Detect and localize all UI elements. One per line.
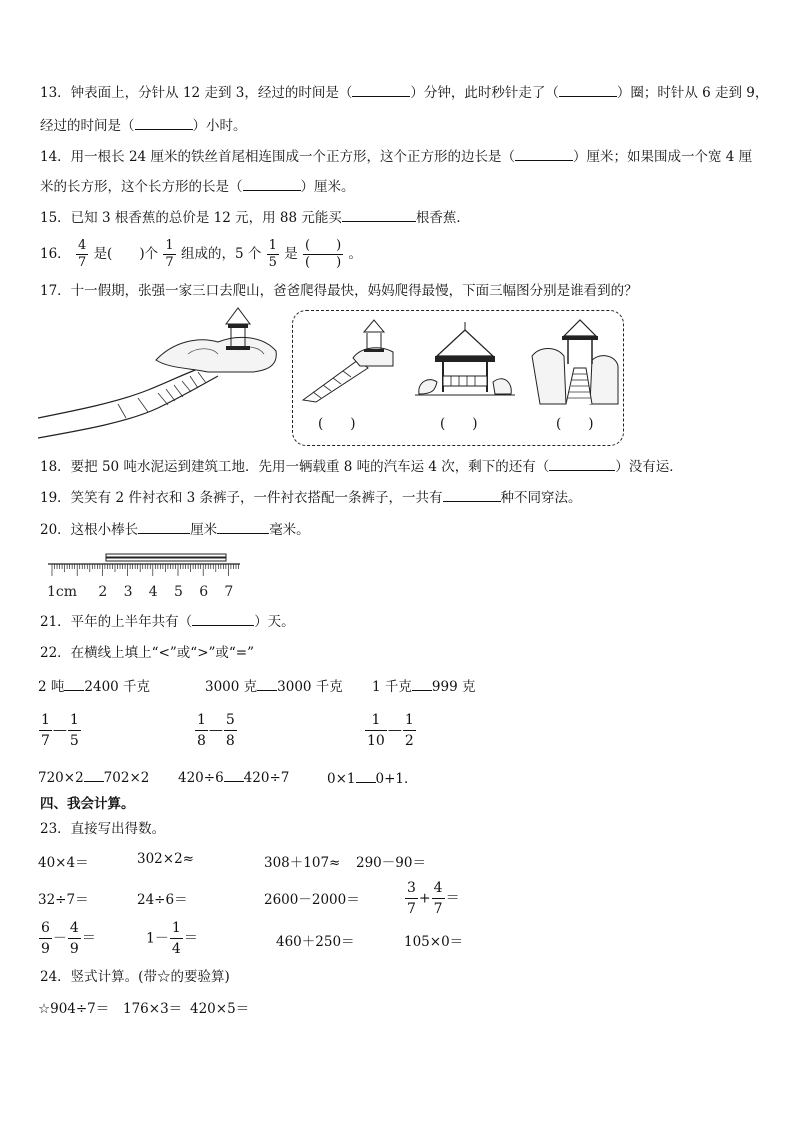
answer-blank[interactable] bbox=[342, 207, 416, 222]
compare-fraction-item bbox=[194, 710, 238, 751]
answer-blank[interactable] bbox=[549, 456, 615, 471]
q13-line2: 经过的时间是（ ）小时。 bbox=[40, 115, 247, 136]
fraction-blank[interactable]: $\frac{( )}{( )}$ bbox=[305, 238, 342, 270]
fraction: $\frac{1}{2}$ bbox=[404, 712, 414, 749]
calc-item[interactable]: 105×0＝ bbox=[404, 934, 464, 950]
answer-blank[interactable] bbox=[443, 487, 501, 502]
answer-blank[interactable] bbox=[243, 176, 301, 191]
view-1-illustration bbox=[298, 318, 398, 403]
calc-fraction-item[interactable]: $\frac{3}{7}$ + $\frac{4}{7}$ ＝ bbox=[407, 880, 460, 917]
answer-blank[interactable] bbox=[515, 146, 573, 161]
view-3-illustration bbox=[530, 316, 620, 406]
calc-item[interactable]: 460＋250＝ bbox=[276, 934, 355, 950]
q14-line2: 米的长方形，这个长方形的长是（ ）厘米。 bbox=[40, 176, 355, 197]
ruler-label: 4 bbox=[148, 584, 158, 600]
compare-item: 720×2 702×2 bbox=[38, 767, 149, 786]
ruler-label: 1cm bbox=[47, 584, 78, 600]
compare-item: 2 吨 2400 千克 bbox=[38, 675, 150, 695]
q21: 21．平年的上半年共有（ ）天。 bbox=[40, 611, 295, 632]
q20: 20．这根小棒长 厘米 毫米。 bbox=[40, 519, 310, 540]
answer-blank[interactable] bbox=[192, 611, 254, 626]
fraction: $\frac{1}{10}$ bbox=[367, 712, 385, 749]
fraction: $\frac{1}{8}$ bbox=[197, 712, 206, 749]
compare-item: 1 千克 999 克 bbox=[372, 675, 475, 695]
ruler-illustration bbox=[46, 552, 242, 602]
answer-blank[interactable] bbox=[138, 519, 190, 534]
compare-blank[interactable] bbox=[257, 676, 277, 691]
calc-item[interactable]: 302×2≈ bbox=[137, 851, 194, 867]
fraction: $\frac{6}{9}$ bbox=[41, 920, 50, 957]
calc-item[interactable]: 24÷6＝ bbox=[137, 892, 188, 908]
fraction: $\frac{4}{7}$ bbox=[77, 238, 87, 270]
compare-blank[interactable] bbox=[412, 676, 432, 691]
compare-item: 0×1 0+1． bbox=[327, 767, 418, 787]
fraction: $\frac{1}{7}$ bbox=[165, 238, 174, 270]
compare-item: 420÷6 420÷7 bbox=[178, 767, 289, 786]
fraction: $\frac{3}{7}$ bbox=[407, 880, 416, 917]
calc-item[interactable]: 40×4＝ bbox=[38, 855, 89, 871]
compare-blank[interactable] bbox=[84, 767, 104, 782]
fraction: $\frac{4}{9}$ bbox=[69, 920, 79, 957]
q16: 16． $\frac{4}{7}$ 是( )个 $\frac{1}{7}$ 组成的，5 个 $\frac{1}{5}$ 是 $\frac{( )}{( )}$ 。 bbox=[40, 238, 362, 270]
compare-item: 3000 克 3000 千克 bbox=[205, 675, 343, 695]
fraction: $\frac{1}{5}$ bbox=[69, 712, 79, 749]
ruler-label: 6 bbox=[199, 584, 209, 600]
q17-answer-blank-3[interactable]: ( ) bbox=[556, 416, 594, 432]
ruler-label: 5 bbox=[174, 584, 183, 600]
fraction: $\frac{4}{7}$ bbox=[433, 880, 443, 917]
calc-fraction-item[interactable]: 1－ $\frac{1}{4}$ ＝ bbox=[146, 920, 198, 957]
answer-blank[interactable] bbox=[135, 115, 193, 130]
q15: 15．已知 3 根香蕉的总价是 12 元，用 88 元能买 根香蕉． bbox=[40, 207, 470, 228]
compare-fraction-item bbox=[364, 710, 417, 751]
compare-blank[interactable]: — bbox=[52, 722, 67, 739]
fraction: $\frac{1}{4}$ bbox=[171, 920, 181, 957]
q14-line1: 14．用一根长 24 厘米的铁丝首尾相连围成一个正方形，这个正方形的边长是（ ）厘米；如果围成一个宽 4 厘 bbox=[40, 146, 752, 167]
mountain-path-illustration bbox=[38, 306, 283, 446]
q19: 19．笑笑有 2 件衬衣和 3 条裤子，一件衬衣搭配一条裤子，一共有 种不同穿法。 bbox=[40, 487, 582, 508]
q18: 18．要把 50 吨水泥运到建筑工地．先用一辆载重 8 吨的汽车运 4 次，剩下的还有（ ）没有运． bbox=[40, 456, 683, 477]
fraction: $\frac{1}{7}$ bbox=[41, 712, 50, 749]
answer-blank[interactable] bbox=[559, 82, 617, 97]
q17: 17．十一假期，张强一家三口去爬山，爸爸爬得最快，妈妈爬得最慢，下面三幅图分别是谁看到的？ bbox=[40, 283, 638, 299]
q17-answer-blank-1[interactable]: ( ) bbox=[318, 416, 356, 432]
q13-line1: 13．钟表面上，分针从 12 走到 3，经过的时间是（ ）分钟，此时秒针走了（ ）圈；时针从 6 走到 9， bbox=[40, 82, 768, 103]
compare-blank[interactable]: — bbox=[387, 722, 402, 739]
compare-blank[interactable] bbox=[64, 676, 84, 691]
q17-answer-blank-2[interactable]: ( ) bbox=[440, 416, 478, 432]
calc-item[interactable]: 176×3＝ bbox=[123, 1001, 183, 1017]
view-2-illustration bbox=[415, 320, 515, 400]
q22-title: 22．在横线上填上“<”或“>”或“=” bbox=[40, 645, 255, 661]
compare-blank[interactable]: — bbox=[208, 722, 223, 739]
calc-item[interactable]: 2600－2000＝ bbox=[264, 892, 360, 908]
answer-blank[interactable] bbox=[352, 82, 410, 97]
q23-title: 23．直接写出得数。 bbox=[40, 821, 166, 837]
q24-title: 24．竖式计算。(带☆的要验算) bbox=[40, 969, 230, 985]
calc-item[interactable]: 32÷7＝ bbox=[38, 892, 89, 908]
calc-item[interactable]: 420×5＝ bbox=[190, 1001, 250, 1017]
fraction: $\frac{1}{5}$ bbox=[268, 238, 277, 270]
compare-blank[interactable] bbox=[356, 768, 376, 783]
answer-blank[interactable] bbox=[217, 519, 269, 534]
ruler-label: 7 bbox=[224, 584, 234, 600]
compare-fraction-item bbox=[38, 710, 82, 751]
calc-fraction-item[interactable]: $\frac{6}{9}$ － $\frac{4}{9}$ ＝ bbox=[41, 920, 96, 957]
ruler-label: 3 bbox=[123, 584, 133, 600]
section-title: 四、我会计算。 bbox=[40, 796, 135, 812]
compare-blank[interactable] bbox=[224, 767, 244, 782]
calc-item[interactable]: 308＋107≈ bbox=[264, 855, 341, 871]
ruler-label: 2 bbox=[98, 584, 108, 600]
calc-item[interactable]: ☆904÷7＝ bbox=[38, 1001, 110, 1017]
calc-item[interactable]: 290－90＝ bbox=[356, 855, 426, 871]
fraction: $\frac{5}{8}$ bbox=[225, 712, 235, 749]
